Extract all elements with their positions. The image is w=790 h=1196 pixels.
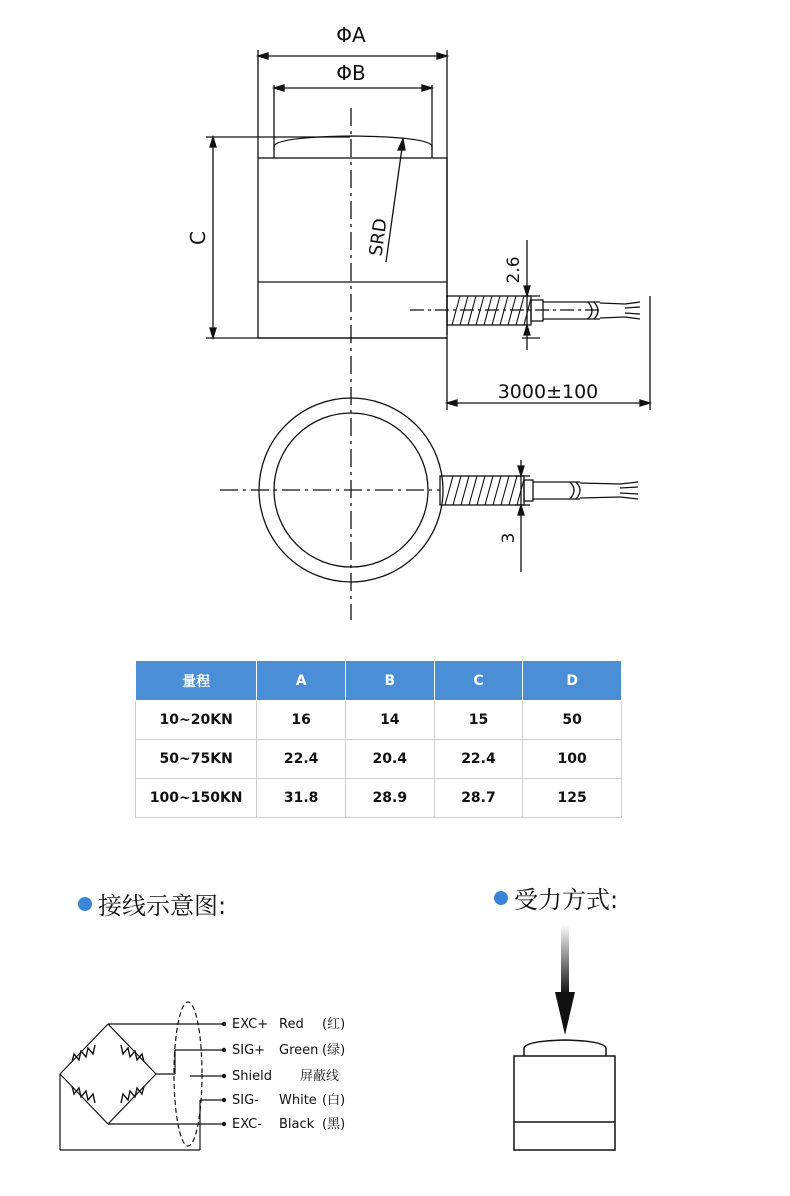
table-cell: 16 [257, 701, 346, 740]
table-cell: 28.7 [434, 779, 523, 818]
force-arrow-icon [561, 924, 569, 994]
wire-sig-plus-cn: (绿) [322, 1043, 346, 1058]
wire-exc-minus-cn: (黑) [322, 1117, 346, 1132]
loading-title: 受力方式: [514, 886, 619, 914]
table-cell: 50 [523, 701, 622, 740]
bullet-icon [78, 897, 92, 911]
table-cell: 125 [523, 779, 622, 818]
dim-3-label: 3 [499, 532, 519, 544]
table-cell: 28.9 [345, 779, 434, 818]
wire-sig-minus-color: White [279, 1093, 317, 1108]
dim-srd-label: SRD [365, 217, 392, 258]
header-a: A [257, 661, 346, 701]
header-d: D [523, 661, 622, 701]
wire-exc-plus-signal: EXC+ [232, 1017, 269, 1032]
wire-sig-plus-color: Green [279, 1043, 319, 1058]
wire-exc-minus-signal: EXC- [232, 1117, 262, 1132]
table-cell: 22.4 [434, 740, 523, 779]
table-header-row [136, 661, 622, 701]
wire-shield-signal: Shield [232, 1069, 272, 1084]
table-cell: 10~20KN [136, 701, 257, 740]
wiring-title: 接线示意图: [98, 892, 227, 920]
table-row [136, 740, 622, 779]
header-b: B [345, 661, 434, 701]
table-row [136, 701, 622, 740]
wire-exc-plus-color: Red [279, 1017, 304, 1032]
wiring-heading [78, 886, 226, 921]
spec-table [135, 660, 622, 818]
table-cell: 15 [434, 701, 523, 740]
wire-shield-cn: 屏蔽线 [300, 1069, 340, 1084]
dim-c-label: C [186, 231, 210, 245]
wiring-diagram [0, 990, 400, 1170]
dim-2-6-label: 2.6 [504, 256, 524, 284]
loading-diagram [500, 920, 640, 1160]
wire-sig-minus-cn: (白) [322, 1093, 346, 1108]
table-cell: 14 [345, 701, 434, 740]
loading-heading [494, 880, 618, 915]
bullet-icon [494, 891, 508, 905]
wire-exc-minus-color: Black [279, 1117, 315, 1132]
table-cell: 100~150KN [136, 779, 257, 818]
table-cell: 22.4 [257, 740, 346, 779]
wire-sig-plus-signal: SIG+ [232, 1043, 266, 1058]
table-cell: 31.8 [257, 779, 346, 818]
header-c: C [434, 661, 523, 701]
dim-cable-length-label: 3000±100 [497, 381, 599, 403]
table-cell: 50~75KN [136, 740, 257, 779]
dim-phi-a-label: ΦA [336, 23, 366, 47]
table-cell: 20.4 [345, 740, 434, 779]
table-row [136, 779, 622, 818]
wire-sig-minus-signal: SIG- [232, 1093, 259, 1108]
dim-phi-b-label: ΦB [336, 61, 366, 85]
header-range: 量程 [136, 661, 257, 701]
wire-exc-plus-cn: (红) [322, 1017, 346, 1032]
table-cell: 100 [523, 740, 622, 779]
